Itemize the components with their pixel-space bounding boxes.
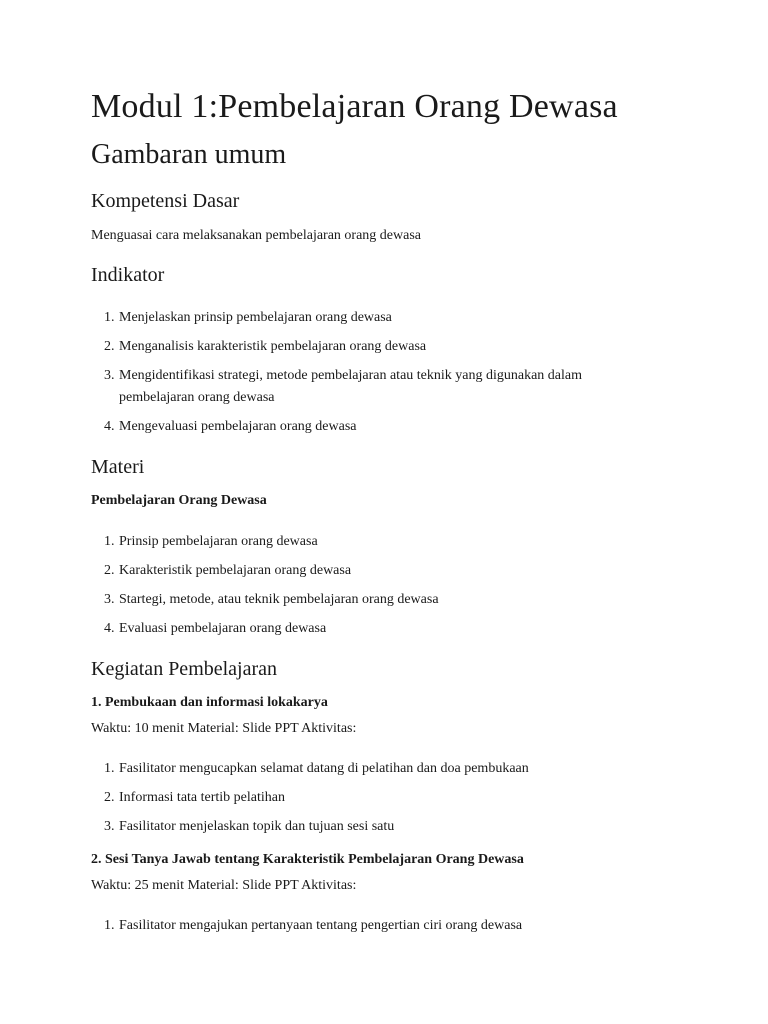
kompetensi-body: Menguasai cara melaksanakan pembelajaran orang dewasa — [91, 228, 422, 243]
kompetensi-heading: Kompetensi Dasar — [91, 190, 240, 212]
activity-meta: Waktu: 25 menit Material: Slide PPT Aktivitas: — [91, 878, 357, 893]
list-item: 3. Startegi, metode, atau teknik pembelajaran orang dewasa — [118, 589, 651, 611]
page-title: Modul 1:Pembelajaran Orang Dewasa — [91, 88, 618, 125]
list-item: 3. Mengidentifikasi strategi, metode pembelajaran atau teknik yang digunakan dalam pembelajaran orang dewasa — [118, 365, 651, 409]
activity-title: 2. Sesi Tanya Jawab tentang Karakteristik Pembelajaran Orang Dewasa — [91, 852, 524, 867]
indikator-list — [91, 307, 651, 438]
page-subtitle: Gambaran umum — [91, 139, 287, 170]
materi-list — [91, 531, 651, 640]
list-item: 4. Mengevaluasi pembelajaran orang dewasa — [118, 416, 651, 438]
activity-steps-list — [91, 758, 651, 838]
list-item: 1. Menjelaskan prinsip pembelajaran orang dewasa — [118, 307, 651, 329]
materi-subheading: Pembelajaran Orang Dewasa — [91, 493, 267, 508]
activity-meta: Waktu: 10 menit Material: Slide PPT Aktivitas: — [91, 721, 357, 736]
list-item: 2. Informasi tata tertib pelatihan — [118, 787, 651, 809]
section-kegiatan-pembelajaran — [91, 657, 651, 937]
activity-block-1 — [91, 693, 651, 838]
activity-title: 1. Pembukaan dan informasi lokakarya — [91, 695, 328, 710]
list-item: 1. Fasilitator mengucapkan selamat datang di pelatihan dan doa pembukaan — [118, 758, 651, 780]
activity-block-2 — [91, 850, 651, 937]
list-item: 1. Prinsip pembelajaran orang dewasa — [118, 531, 651, 553]
document-page — [91, 0, 651, 944]
materi-heading: Materi — [91, 456, 145, 478]
indikator-heading: Indikator — [91, 264, 165, 286]
list-item: 1. Fasilitator mengajukan pertanyaan tentang pengertian ciri orang dewasa — [118, 915, 651, 937]
list-item: 3. Fasilitator menjelaskan topik dan tujuan sesi satu — [118, 816, 651, 838]
activity-steps-list — [91, 915, 651, 937]
section-kompetensi-dasar — [91, 189, 651, 246]
section-indikator — [91, 263, 651, 438]
kegiatan-heading: Kegiatan Pembelajaran — [91, 658, 278, 680]
section-materi — [91, 455, 651, 640]
list-item: 4. Evaluasi pembelajaran orang dewasa — [118, 618, 651, 640]
list-item: 2. Karakteristik pembelajaran orang dewasa — [118, 560, 651, 582]
list-item: 2. Menganalisis karakteristik pembelajaran orang dewasa — [118, 336, 651, 358]
